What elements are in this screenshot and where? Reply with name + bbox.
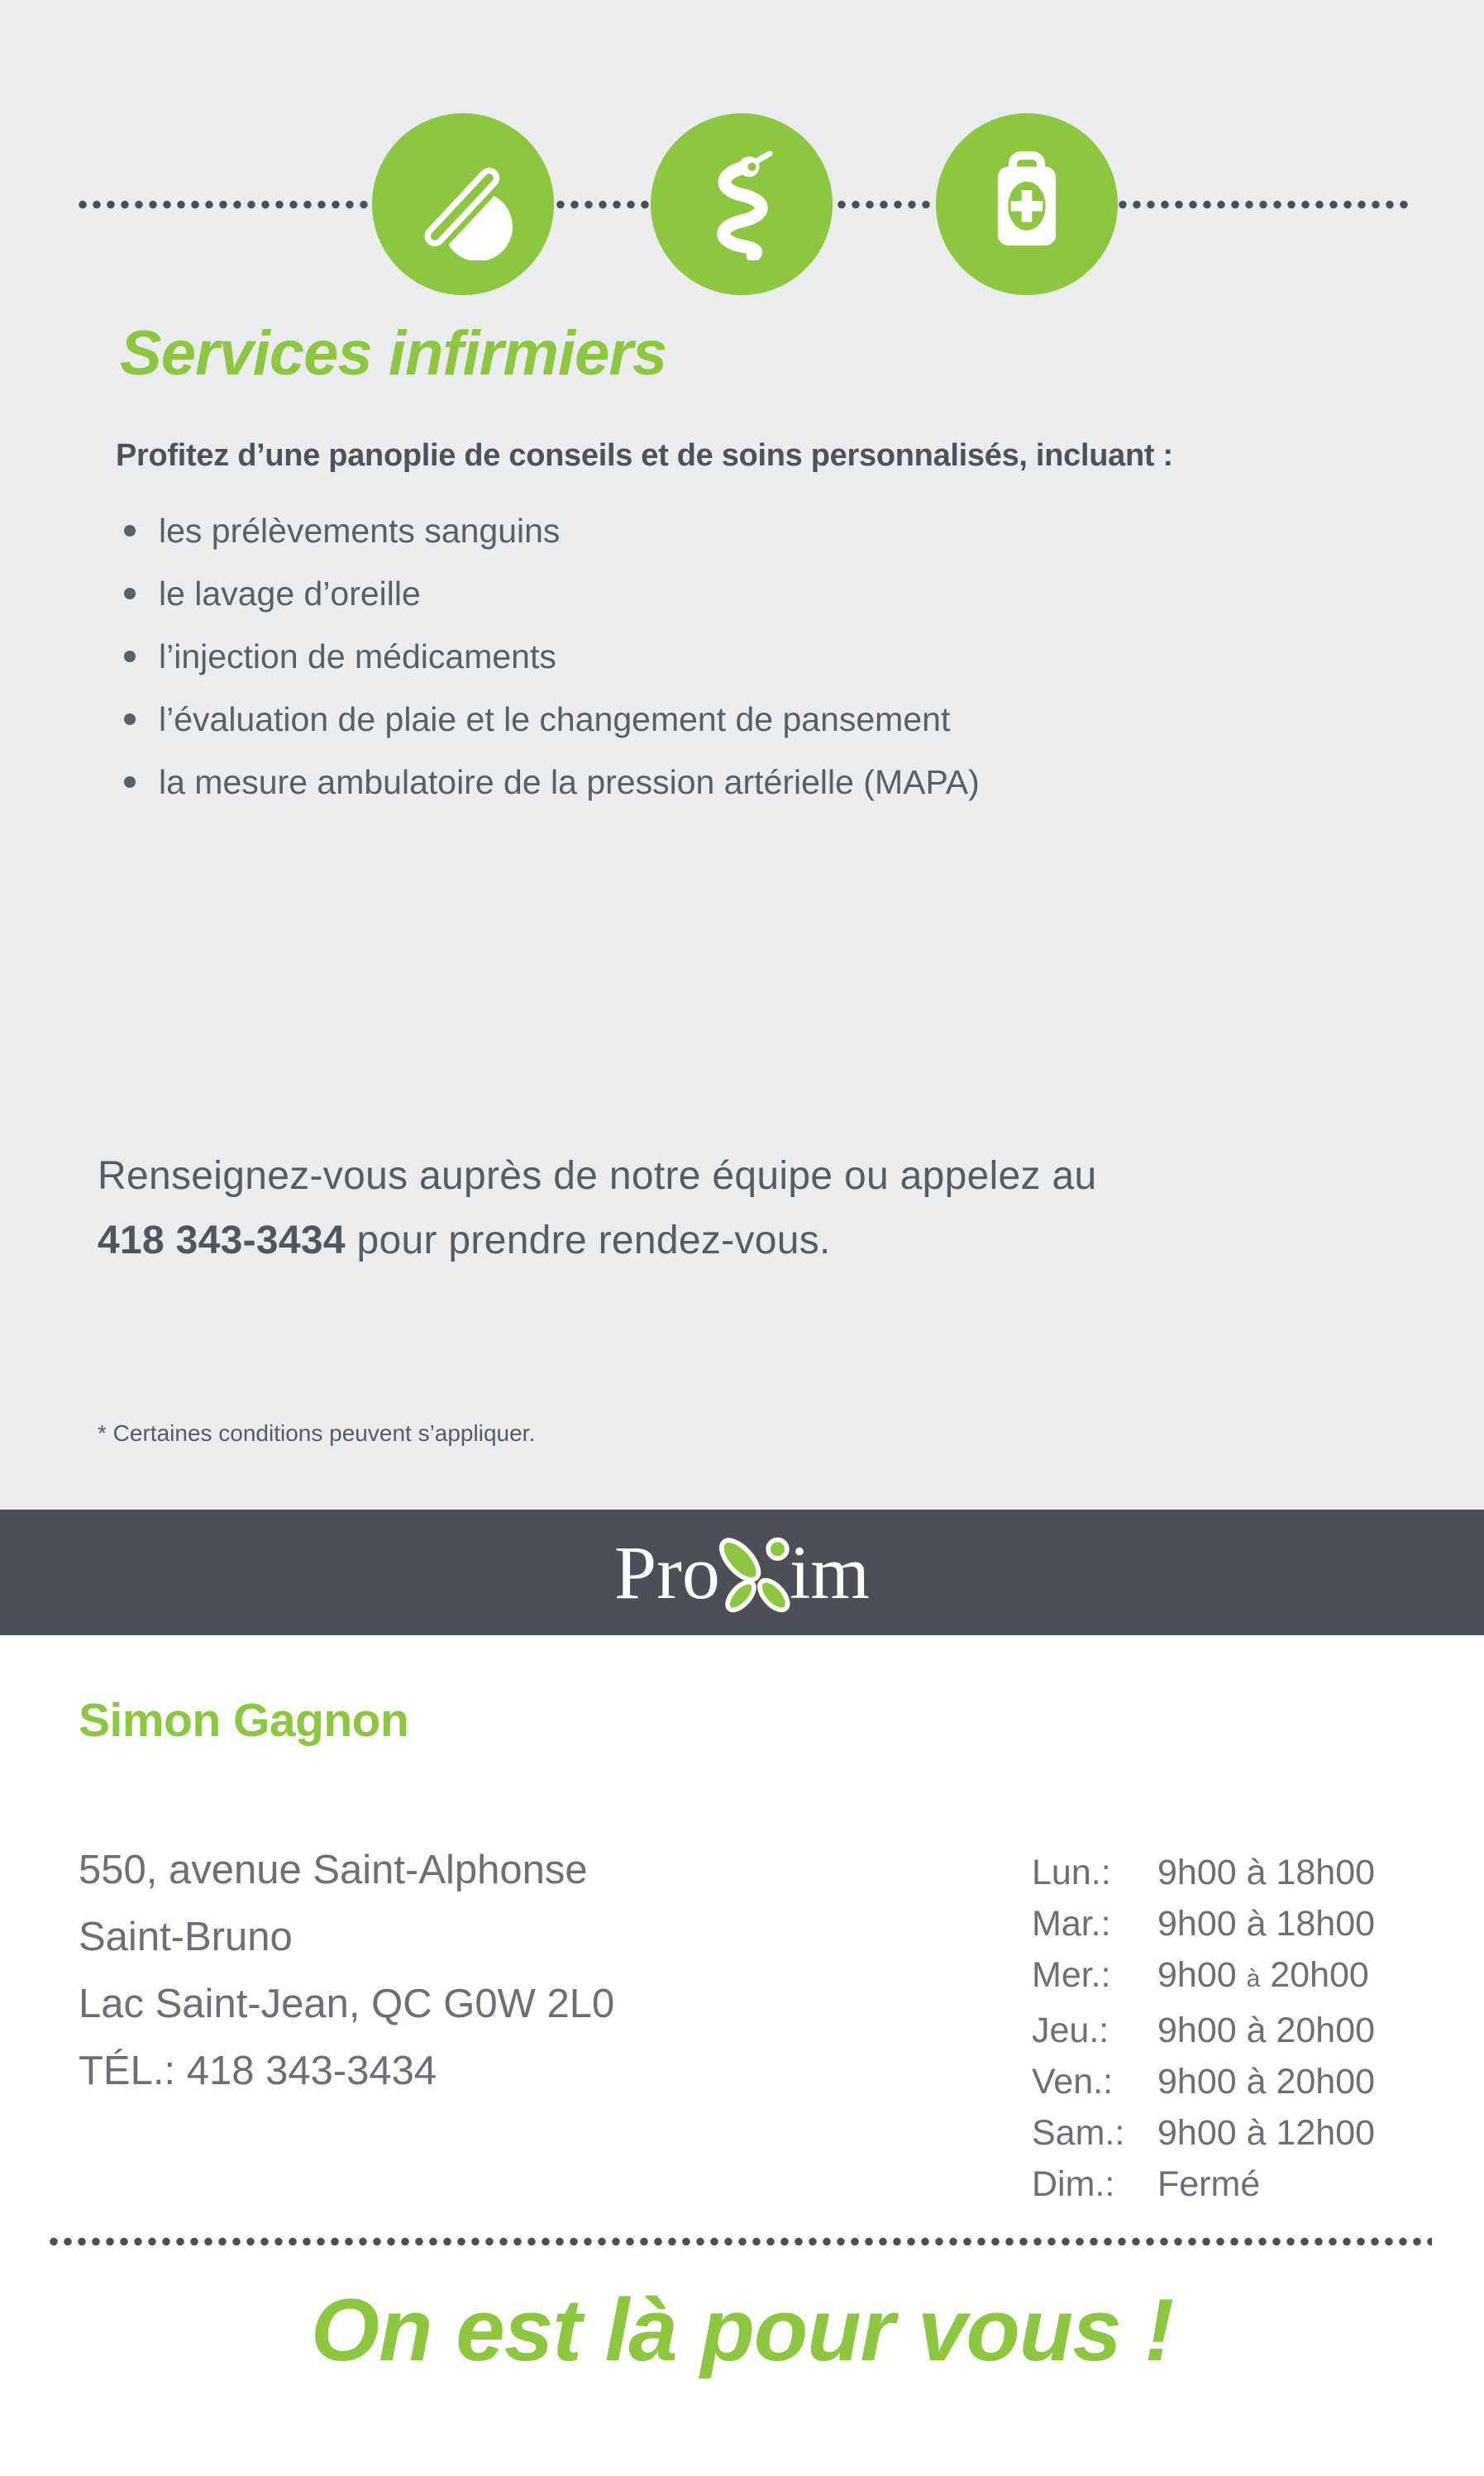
asclepius-icon-circle — [651, 113, 833, 295]
hour-time: 9h00 à 20h00 — [1157, 1955, 1369, 1995]
hour-time: 9h00 à 20h00 — [1157, 2011, 1376, 2050]
hour-time: 9h00 à 18h00 — [1157, 1853, 1376, 1892]
bullet-item: l’injection de médicaments — [122, 625, 1362, 688]
services-intro: Profitez d’une panoplie de conseils et de soins personnalisés, incluant : — [116, 438, 1173, 473]
hour-row — [1032, 2107, 1375, 2159]
address-line: TÉL.: 418 343-3434 — [79, 2049, 437, 2093]
hour-row — [1032, 2159, 1375, 2210]
address-line: Saint-Bruno — [79, 1915, 293, 1959]
cta-paragraph — [98, 1144, 1420, 1273]
hour-row — [1032, 1847, 1375, 1898]
cta-line1: Renseignez-vous auprès de notre équipe ou appelez au — [98, 1154, 1097, 1198]
logo-leaf-x-icon — [713, 1528, 799, 1620]
bottom-dotted-line — [50, 2237, 1432, 2246]
opening-hours-table — [1032, 1847, 1375, 2210]
services-title: Services infirmiers — [120, 318, 667, 389]
hour-time: 9h00 à 20h00 — [1157, 2062, 1376, 2101]
pills-icon-circle — [372, 113, 554, 295]
proxim-logo — [614, 1526, 870, 1619]
hour-time: Fermé — [1157, 2164, 1261, 2204]
hour-separator: à — [1246, 1853, 1267, 1892]
hour-day: Mer.: — [1032, 1955, 1111, 1995]
hour-row — [1032, 1949, 1375, 2005]
address-line: Lac Saint-Jean, QC G0W 2L0 — [79, 1982, 615, 2026]
hour-row — [1032, 2056, 1375, 2107]
hour-day: Sam.: — [1032, 2113, 1125, 2153]
conditions-footnote: * Certaines conditions peuvent s’appliquer. — [98, 1420, 536, 1446]
address-line: 550, avenue Saint-Alphonse — [79, 1848, 588, 1892]
hour-separator: à — [1246, 2011, 1267, 2050]
owner-name: Simon Gagnon — [79, 1694, 409, 1747]
pills-icon — [407, 148, 519, 260]
hour-day: Jeu.: — [1032, 2011, 1109, 2050]
hour-separator: à — [1246, 2062, 1267, 2101]
tagline: On est là pour vous ! — [310, 2280, 1174, 2379]
hour-row — [1032, 2005, 1375, 2056]
hour-time: 9h00 à 18h00 — [1157, 1904, 1376, 1944]
bullet-item: l’évaluation de plaie et le changement de pansement — [122, 688, 1362, 751]
logo-text-pro: Pro — [614, 1530, 720, 1615]
hour-day: Lun.: — [1032, 1853, 1111, 1892]
hour-day: Mar.: — [1032, 1904, 1111, 1944]
first-aid-kit-icon — [971, 148, 1083, 260]
services-bullet-list — [122, 499, 1362, 813]
bullet-item: le lavage d’oreille — [122, 562, 1362, 625]
logo-text-im: im — [789, 1530, 870, 1615]
hour-separator: à — [1246, 1904, 1267, 1944]
hour-day: Ven.: — [1032, 2062, 1114, 2101]
cta-phone: 418 343-3434 — [98, 1219, 346, 1262]
hour-day: Dim.: — [1032, 2164, 1115, 2204]
asclepius-snake-icon — [685, 148, 798, 260]
hour-separator: à — [1246, 1965, 1261, 1992]
bullet-item: la mesure ambulatoire de la pression artérielle (MAPA) — [122, 751, 1362, 813]
bullet-item: les prélèvements sanguins — [122, 499, 1362, 562]
brand-bar — [0, 1510, 1484, 1635]
cta-line2: pour prendre rendez-vous. — [345, 1219, 831, 1262]
address-block — [79, 1837, 614, 2105]
first-aid-kit-icon-circle — [936, 113, 1118, 295]
hour-time: 9h00 à 12h00 — [1157, 2113, 1376, 2153]
hour-separator: à — [1246, 2113, 1267, 2153]
hour-row — [1032, 1898, 1375, 1949]
